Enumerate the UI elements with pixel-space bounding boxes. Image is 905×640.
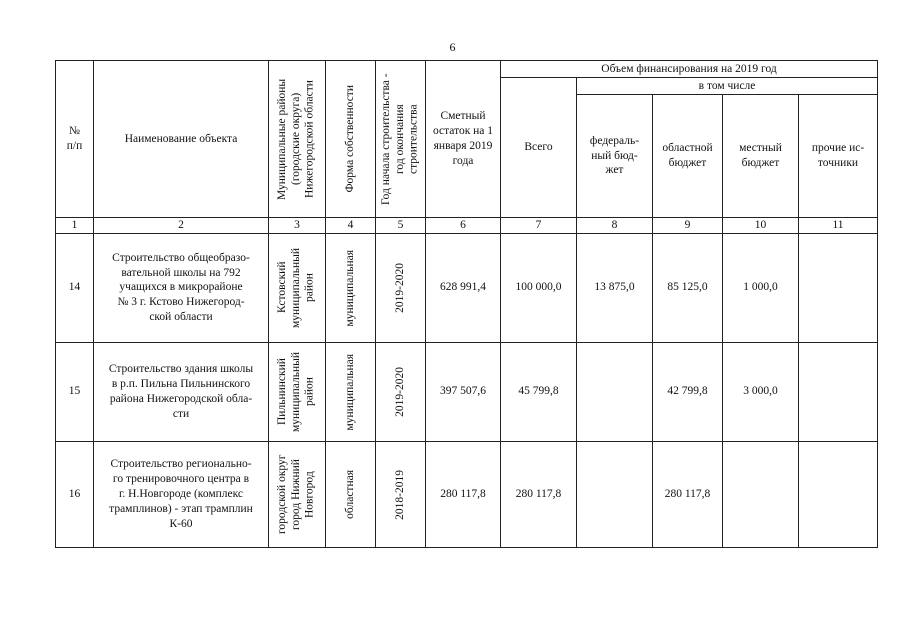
row-ownership-text: муниципальная [343, 353, 356, 431]
row-local [723, 441, 799, 547]
row-district-text: Пильнинский муниципальный район [276, 351, 316, 432]
header-including: в том числе [577, 78, 878, 95]
row-district [269, 342, 326, 441]
row-regional: 280 117,8 [653, 441, 723, 547]
row-total: 280 117,8 [501, 441, 577, 547]
row-ownership-text: областная [343, 470, 356, 519]
row-regional: 42 799,8 [653, 342, 723, 441]
column-number: 8 [577, 218, 653, 234]
header-years [376, 61, 426, 218]
row-estimate: 397 507,6 [426, 342, 501, 441]
row-other [799, 233, 878, 342]
row-years [376, 441, 426, 547]
column-number: 9 [653, 218, 723, 234]
header-estimate: Сметный остаток на 1 января 2019 года [426, 61, 501, 218]
header-object-name: Наименование объекта [94, 61, 269, 218]
column-number: 10 [723, 218, 799, 234]
row-other [799, 342, 878, 441]
row-regional: 85 125,0 [653, 233, 723, 342]
row-district [269, 441, 326, 547]
row-district [269, 233, 326, 342]
row-federal [577, 342, 653, 441]
column-number: 11 [799, 218, 878, 234]
column-number: 6 [426, 218, 501, 234]
header-federal: федераль- ный бюд- жет [577, 95, 653, 218]
column-number: 5 [376, 218, 426, 234]
row-total: 100 000,0 [501, 233, 577, 342]
row-district-text: городской округ город Нижний Новгород [276, 454, 316, 535]
row-ownership-text: муниципальная [343, 249, 356, 327]
column-number: 2 [94, 218, 269, 234]
header-total: Всего [501, 78, 577, 218]
row-object-name: Строительство общеобразо- вательной школы на 792 учащихся в микрорайоне № 3 г. Кстово Нижегород- ской области [94, 233, 269, 342]
header-district-text: Муниципальные районы (городские округа) Нижегородской области [276, 78, 316, 200]
row-years [376, 342, 426, 441]
row-federal [577, 441, 653, 547]
row-years-text: 2019-2020 [393, 263, 406, 313]
row-object-name: Строительство здания школы в р.п. Пильна Пильнинского района Нижегородской обла- сти [94, 342, 269, 441]
header-other: прочие ис- точники [799, 95, 878, 218]
header-ownership [326, 61, 376, 218]
row-other [799, 441, 878, 547]
row-years-text: 2018-2019 [393, 469, 406, 520]
row-object-name: Строительство регионально- го тренировочного центра в г. Н.Новгороде (комплекс трамплинов) - этап трамплин К-60 [94, 441, 269, 547]
header-row-1 [56, 61, 878, 78]
header-district [269, 61, 326, 218]
row-ownership [326, 441, 376, 547]
row-total: 45 799,8 [501, 342, 577, 441]
row-local: 1 000,0 [723, 233, 799, 342]
row-num: 14 [56, 233, 94, 342]
table-row [56, 441, 878, 547]
header-local: местный бюджет [723, 95, 799, 218]
column-number: 1 [56, 218, 94, 234]
row-years [376, 233, 426, 342]
column-number: 3 [269, 218, 326, 234]
table-row [56, 342, 878, 441]
row-ownership [326, 342, 376, 441]
header-num: № п/п [56, 61, 94, 218]
header-ownership-text: Форма собственности [343, 85, 356, 193]
row-local: 3 000,0 [723, 342, 799, 441]
table-row [56, 233, 878, 342]
row-federal: 13 875,0 [577, 233, 653, 342]
row-num: 15 [56, 342, 94, 441]
row-years-text: 2019-2020 [393, 367, 406, 417]
header-regional: областной бюджет [653, 95, 723, 218]
row-estimate: 628 991,4 [426, 233, 501, 342]
row-num: 16 [56, 441, 94, 547]
header-funding-group: Объем финансирования на 2019 год [501, 61, 878, 78]
row-estimate: 280 117,8 [426, 441, 501, 547]
column-numbers-row [56, 218, 878, 234]
row-district-text: Кстовский муниципальный район [276, 247, 316, 328]
column-number: 7 [501, 218, 577, 234]
financing-table [55, 60, 878, 548]
row-ownership [326, 233, 376, 342]
header-years-text: Год начала строительства - год окончания строительства [379, 73, 420, 205]
column-number: 4 [326, 218, 376, 234]
page-number: 6 [449, 40, 456, 54]
